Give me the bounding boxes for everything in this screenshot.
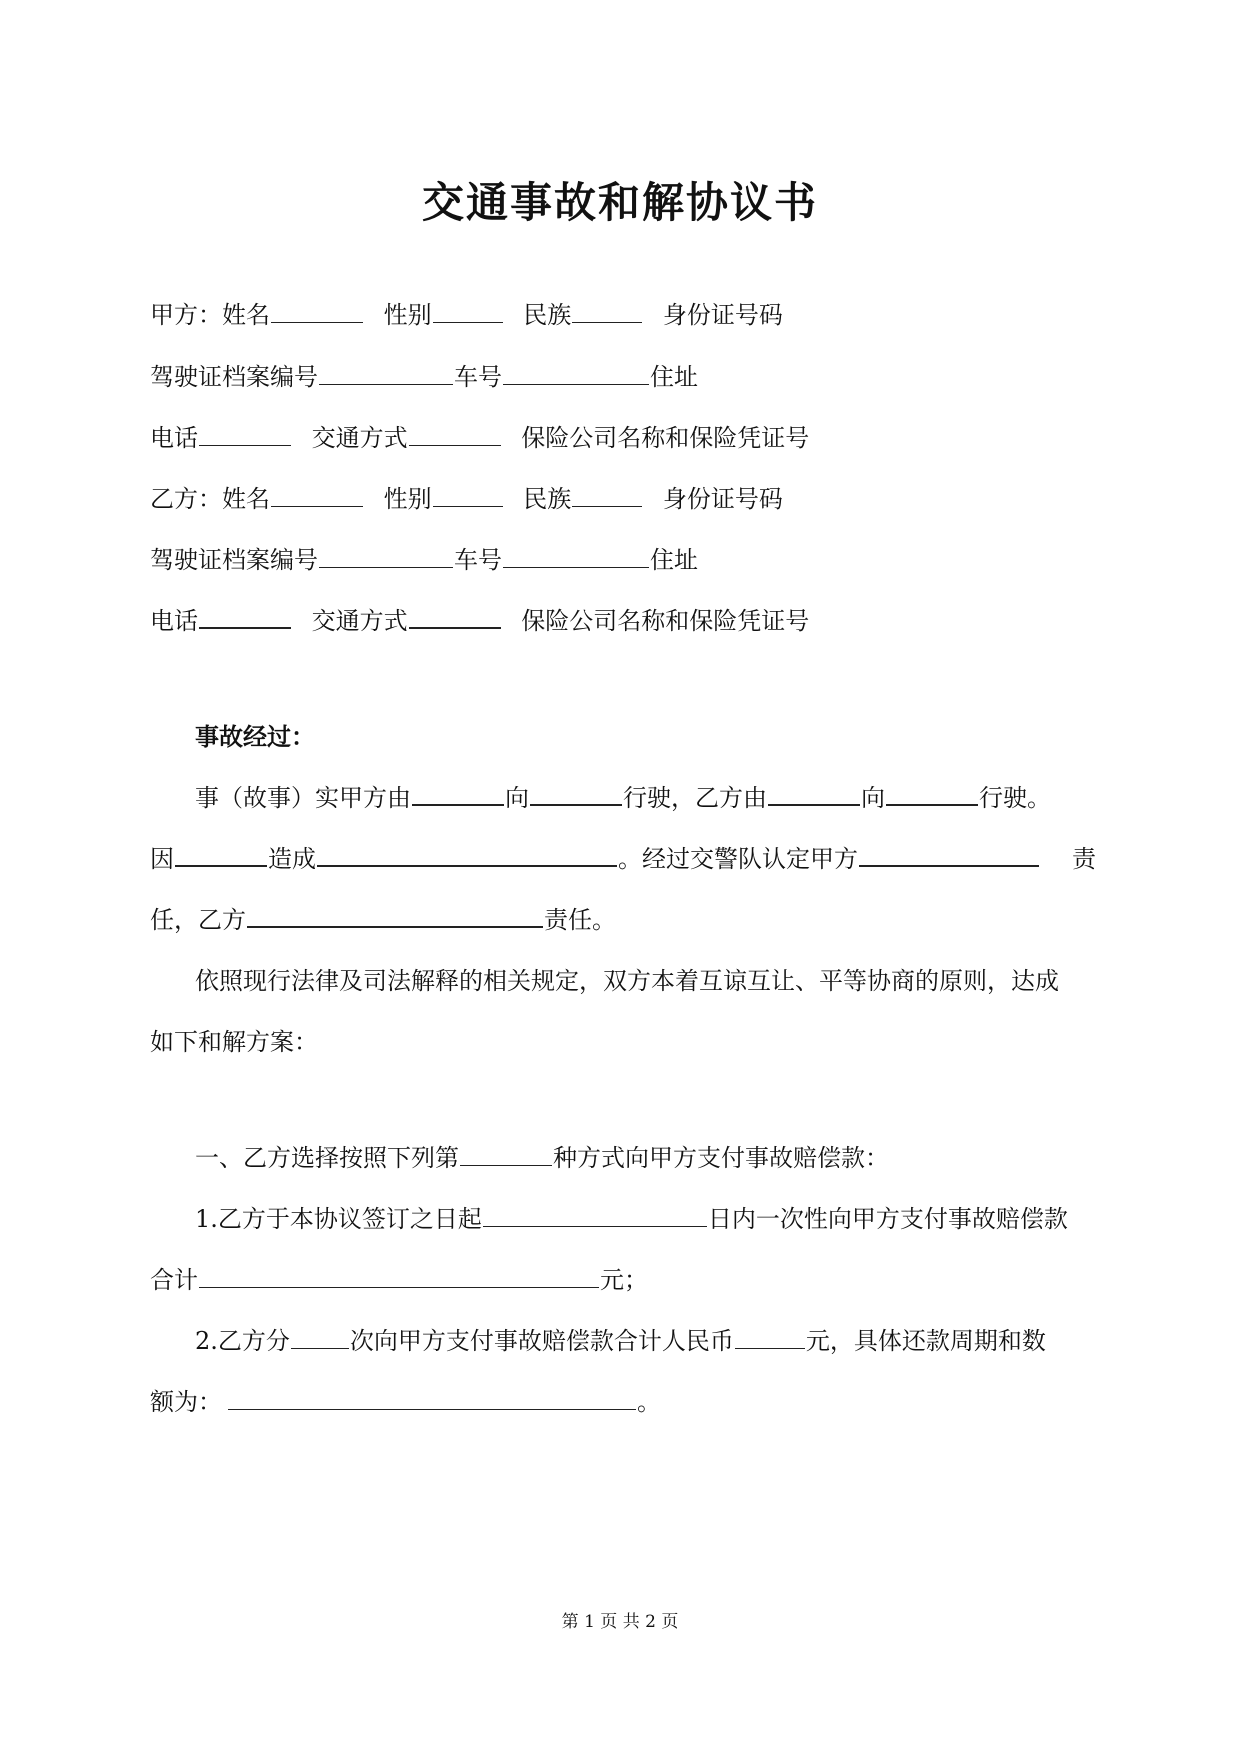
ethnicity-blank[interactable] xyxy=(572,483,642,507)
gender-label: 性别 xyxy=(383,301,432,329)
option-1-line-2 xyxy=(150,1263,1096,1297)
address-label: 住址 xyxy=(650,546,698,574)
party-a-responsibility-blank[interactable] xyxy=(859,842,1039,867)
text: 行驶。 xyxy=(979,784,1051,812)
ethnicity-label: 民族 xyxy=(523,301,572,329)
text: 事（故事）实甲方由 xyxy=(195,784,411,812)
license-label: 驾驶证档案编号 xyxy=(150,546,318,574)
license-blank[interactable] xyxy=(319,361,453,385)
party-a-line-3 xyxy=(150,421,1096,455)
party-b-line-1 xyxy=(150,482,1096,516)
accident-line-1 xyxy=(195,781,1096,815)
insurance-label: 保险公司名称和保险凭证号 xyxy=(521,607,810,635)
direction-to-blank[interactable] xyxy=(886,781,978,806)
license-label: 驾驶证档案编号 xyxy=(150,363,318,391)
text: 任，乙方 xyxy=(150,906,246,934)
party-b-line-3 xyxy=(150,604,1096,638)
name-blank[interactable] xyxy=(271,483,363,507)
text: 额为： xyxy=(150,1388,222,1416)
gender-label: 性别 xyxy=(383,485,432,513)
address-label: 住址 xyxy=(650,363,698,391)
cause-blank[interactable] xyxy=(175,842,267,867)
name-label: 姓名 xyxy=(222,485,270,513)
plate-label: 车号 xyxy=(454,363,502,391)
gender-blank[interactable] xyxy=(433,299,503,323)
text: 日内一次性向甲方支付事故赔偿款 xyxy=(707,1205,1068,1233)
party-b-line-2 xyxy=(150,543,1096,577)
transport-blank[interactable] xyxy=(409,422,501,446)
phone-blank[interactable] xyxy=(199,422,291,446)
text: 元，具体还款周期和数 xyxy=(805,1327,1046,1355)
option-2-line-2 xyxy=(150,1385,1096,1419)
text: 合计 xyxy=(150,1266,198,1294)
accident-line-2 xyxy=(150,842,1096,876)
text: 元； xyxy=(600,1266,648,1294)
payment-method-blank[interactable] xyxy=(460,1142,552,1166)
option-2-line-1 xyxy=(195,1324,1096,1358)
text: 向 xyxy=(861,784,885,812)
accident-heading: 事故经过： xyxy=(195,722,315,751)
text: 因 xyxy=(150,845,174,873)
plate-label: 车号 xyxy=(454,546,502,574)
phone-blank[interactable] xyxy=(199,604,291,629)
agreement-paragraph-line-2: 如下和解方案： xyxy=(150,1028,318,1056)
text: 1.乙方于本协议签订之日起 xyxy=(195,1205,482,1233)
term-1 xyxy=(195,1141,1096,1175)
ethnicity-blank[interactable] xyxy=(572,299,642,323)
agreement-paragraph-line-1: 依照现行法律及司法解释的相关规定，双方本着互谅互让、平等协商的原则，达成 xyxy=(195,967,1059,995)
name-blank[interactable] xyxy=(271,299,363,323)
transport-label: 交通方式 xyxy=(311,607,408,635)
phone-label: 电话 xyxy=(150,607,198,635)
insurance-label: 保险公司名称和保险凭证号 xyxy=(521,424,810,452)
installments-blank[interactable] xyxy=(291,1325,349,1349)
text: 造成 xyxy=(268,845,316,873)
text: 。 xyxy=(637,1388,661,1416)
text: 2.乙方分 xyxy=(195,1327,290,1355)
text: 责任。 xyxy=(544,906,616,934)
direction-to-blank[interactable] xyxy=(530,781,622,806)
amount-blank[interactable] xyxy=(735,1325,805,1349)
direction-from-blank[interactable] xyxy=(412,781,504,806)
party-a-line-1 xyxy=(150,298,1096,332)
text: 次向甲方支付事故赔偿款合计人民币 xyxy=(349,1327,734,1355)
repayment-schedule-blank[interactable] xyxy=(228,1386,636,1410)
document-title: 交通事故和解协议书 xyxy=(421,178,818,227)
text: 种方式向甲方支付事故赔偿款： xyxy=(553,1144,889,1172)
direction-from-blank[interactable] xyxy=(768,781,860,806)
transport-label: 交通方式 xyxy=(311,424,408,452)
text: 责 xyxy=(1072,845,1096,873)
party-a-line-2 xyxy=(150,360,1096,394)
license-blank[interactable] xyxy=(319,544,453,568)
page-footer: 第 1 页 共 2 页 xyxy=(561,1612,679,1632)
party-a-label: 甲方： xyxy=(150,301,222,329)
total-amount-blank[interactable] xyxy=(199,1264,599,1288)
text: 向 xyxy=(505,784,529,812)
option-1-line-1 xyxy=(195,1202,1096,1236)
id-number-label: 身份证号码 xyxy=(662,301,783,329)
plate-blank[interactable] xyxy=(503,544,649,568)
text: 一、乙方选择按照下列第 xyxy=(195,1144,459,1172)
name-label: 姓名 xyxy=(222,301,270,329)
days-blank[interactable] xyxy=(483,1203,707,1227)
party-b-label: 乙方： xyxy=(150,485,222,513)
accident-line-3 xyxy=(150,903,1096,937)
result-blank[interactable] xyxy=(317,842,617,867)
ethnicity-label: 民族 xyxy=(523,485,572,513)
id-number-label: 身份证号码 xyxy=(662,485,783,513)
plate-blank[interactable] xyxy=(503,361,649,385)
text: 行驶，乙方由 xyxy=(623,784,767,812)
gender-blank[interactable] xyxy=(433,483,503,507)
phone-label: 电话 xyxy=(150,424,198,452)
transport-blank[interactable] xyxy=(409,604,501,629)
text: 。经过交警队认定甲方 xyxy=(618,845,858,873)
party-b-responsibility-blank[interactable] xyxy=(247,903,543,928)
